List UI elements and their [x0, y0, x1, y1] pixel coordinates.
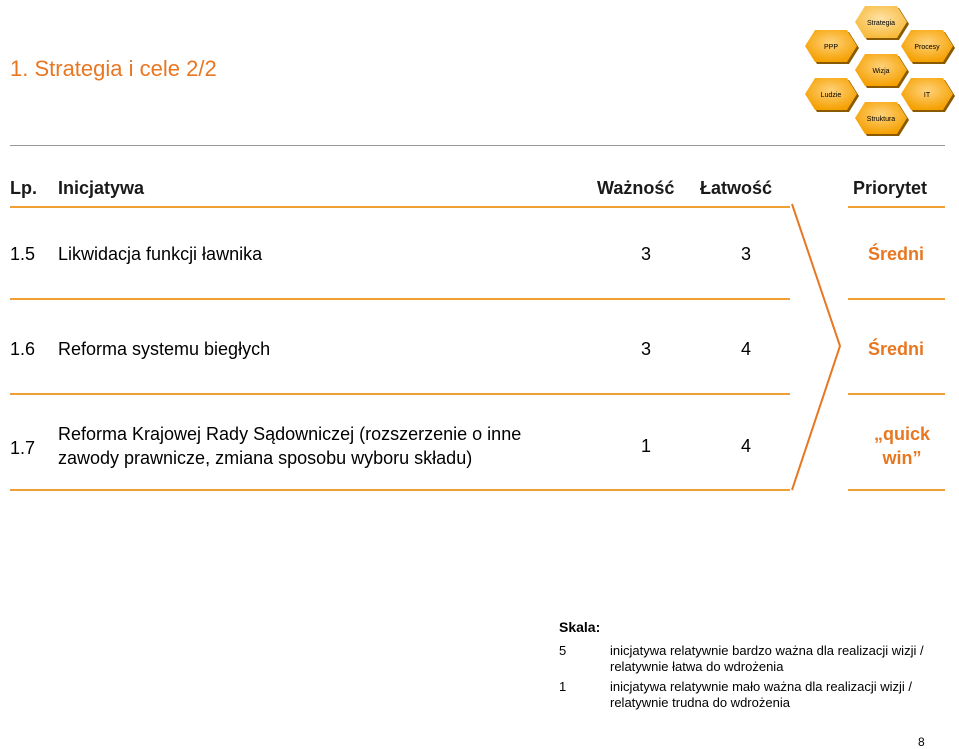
- row-1-5-initiative: Likwidacja funkcji ławnika: [58, 244, 263, 264]
- hex-upper-right: [901, 30, 955, 64]
- header-divider: [10, 206, 790, 208]
- hex-upper-left: [805, 30, 859, 64]
- row-1-7-priority-line2: win”: [882, 448, 922, 468]
- row-1-6-importance: 3: [641, 339, 652, 359]
- row-1-7-initiative: Reforma Krajowej Rady Sądowniczej (rozszerzenie o inne: [58, 424, 522, 444]
- row-1-7-ease: 4: [741, 436, 752, 456]
- row-1-7-divider-priority: [848, 489, 945, 491]
- page-number: 8: [918, 735, 925, 749]
- row-1-5-lp: 1.5: [10, 244, 36, 264]
- row-1-5-priority: Średni: [868, 244, 925, 264]
- row-1-7-priority: „quick: [873, 424, 930, 444]
- legend-text-1-line1: inicjatywa relatywnie mało ważna dla realizacji wizji /: [610, 679, 913, 694]
- page-title: 1. Strategia i cele 2/2: [10, 56, 217, 81]
- row-1-5-importance: 3: [641, 244, 652, 264]
- hex-top-label: Strategia: [866, 20, 896, 27]
- title-divider: [10, 145, 945, 146]
- header-importance: Ważność: [597, 178, 675, 198]
- hex-lower-left-label: Ludzie: [820, 92, 842, 99]
- legend-value-1: 1: [559, 679, 567, 694]
- hex-bottom: [855, 102, 909, 136]
- legend-text-5-line1: inicjatywa relatywnie bardzo ważna dla realizacji wizji /: [610, 643, 924, 658]
- row-1-7-divider: [10, 489, 790, 491]
- row-1-6-divider: [10, 393, 790, 395]
- hex-lower-right-label: IT: [923, 92, 931, 99]
- legend-text-5-line2: relatywnie łatwa do wdrożenia: [610, 659, 784, 674]
- row-1-6-priority: Średni: [868, 339, 925, 359]
- hex-center-label: Wizja: [872, 68, 890, 75]
- row-1-7-initiative-line2: zawody prawnicze, zmiana sposobu wyboru składu): [58, 448, 473, 468]
- header-lp: Lp.: [10, 178, 37, 198]
- hex-upper-right-label: Procesy: [914, 44, 940, 51]
- legend-title: Skala:: [559, 619, 601, 635]
- hex-lower-left: [805, 78, 859, 112]
- row-1-6-initiative: Reforma systemu biegłych: [58, 339, 271, 359]
- hex-upper-left-label: PPP: [823, 44, 839, 51]
- header-divider-priority: [848, 206, 945, 208]
- header-ease: Łatwość: [700, 178, 773, 198]
- row-1-6-divider-priority: [848, 393, 945, 395]
- hexagon-diagram: [795, 0, 959, 140]
- row-1-7-importance: 1: [641, 436, 652, 456]
- priority-arrow: [780, 200, 850, 500]
- row-1-5-divider-priority: [848, 298, 945, 300]
- row-1-6-lp: 1.6: [10, 339, 36, 359]
- row-1-6-ease: 4: [741, 339, 752, 359]
- hex-lower-right: [901, 78, 955, 112]
- hex-top: [855, 6, 909, 40]
- row-1-5-ease: 3: [741, 244, 752, 264]
- header-initiative: Inicjatywa: [58, 178, 145, 198]
- hex-bottom-label: Struktura: [866, 116, 896, 123]
- header-priority: Priorytet: [853, 178, 928, 198]
- row-1-7-lp: 1.7: [10, 438, 36, 458]
- hex-center: [855, 54, 909, 88]
- legend-text-1-line2: relatywnie trudna do wdrożenia: [610, 695, 790, 710]
- legend-value-5: 5: [559, 643, 567, 658]
- row-1-5-divider: [10, 298, 790, 300]
